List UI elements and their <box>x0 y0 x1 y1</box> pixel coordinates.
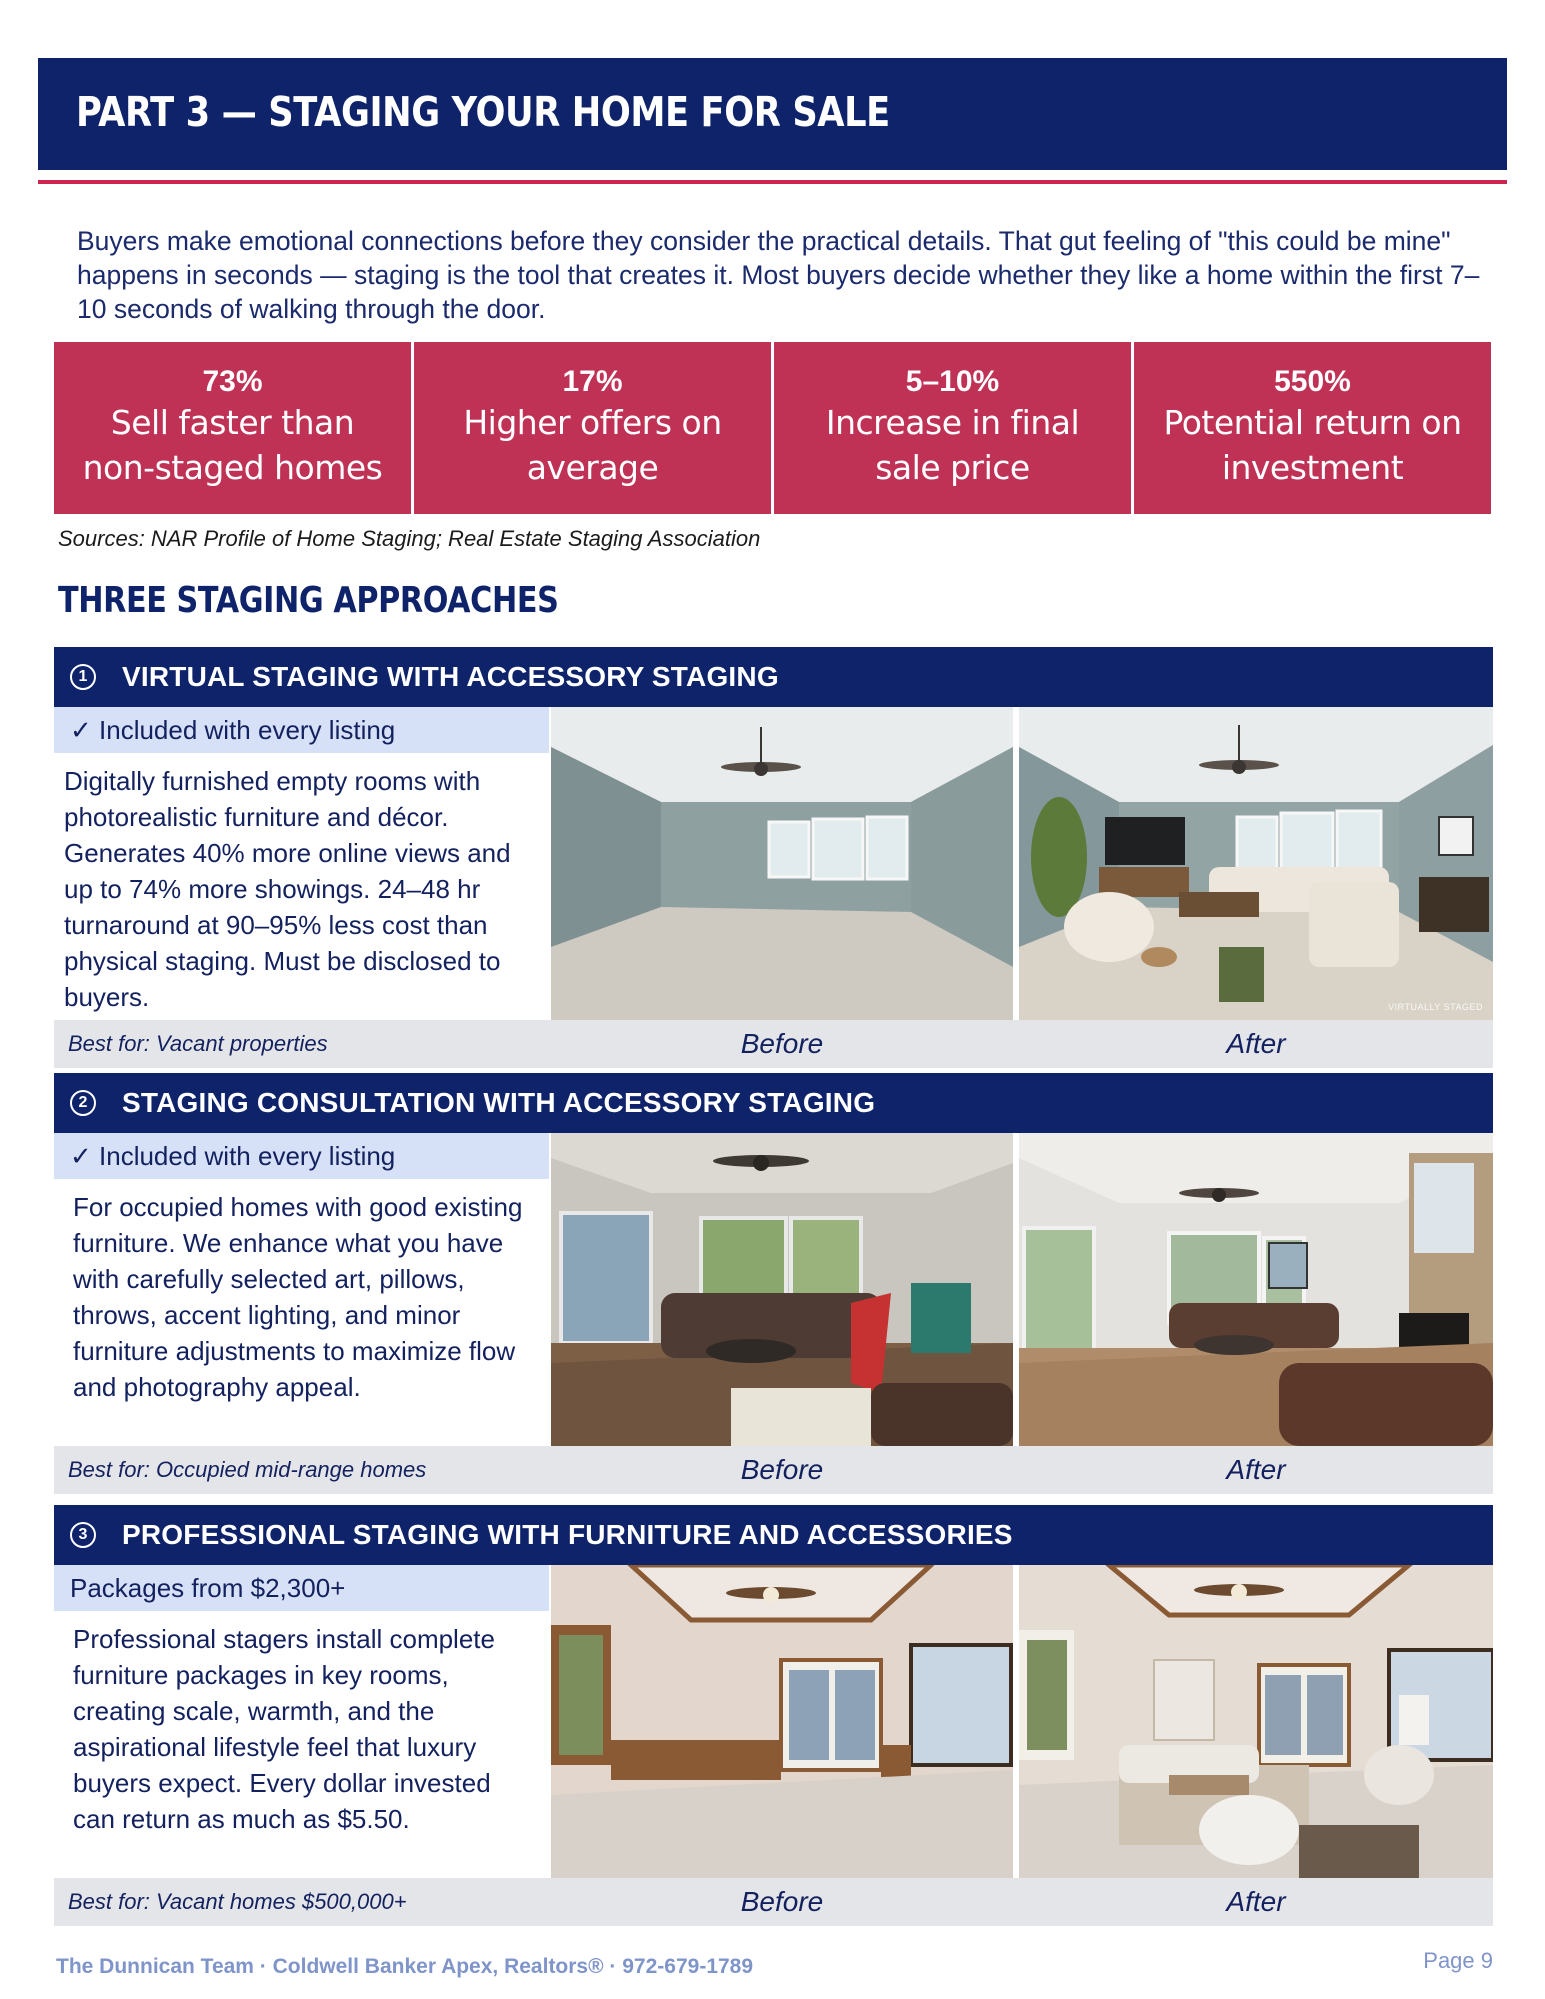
stat-value: 550% <box>1274 365 1351 398</box>
section-heading: THREE STAGING APPROACHES <box>58 580 559 621</box>
before-photo-empty-living-room <box>551 707 1013 1020</box>
header-bar <box>38 58 1507 170</box>
best-for-label: Best for: Vacant homes $500,000+ <box>68 1889 407 1914</box>
caption-strip <box>54 1446 1493 1494</box>
approach-title-bar <box>54 1073 1493 1133</box>
stat-label-line: investment <box>1221 448 1404 487</box>
intro-paragraph: Buyers make emotional connections before they consider the practical details. That gut feeling of "this could be mine" happens in seconds — staging is the tool that creates it. Most buyers decide whether they like a home within the first 7–10 seconds of walking through the door. <box>77 226 1480 324</box>
header-divider <box>38 180 1507 184</box>
before-caption: Before <box>740 1454 824 1485</box>
stat-card <box>1134 342 1491 514</box>
after-caption: After <box>1226 1028 1286 1059</box>
approach-number: 2 <box>70 1090 96 1116</box>
stat-value: 5–10% <box>905 365 1000 398</box>
page-title: PART 3 — STAGING YOUR HOME FOR SALE <box>76 88 890 136</box>
virtually-staged-tag: VIRTUALLY STAGED <box>1388 1002 1483 1012</box>
stat-label-line: Sell faster than <box>110 403 355 442</box>
after-caption: After <box>1226 1454 1286 1485</box>
after-photo-professionally-staged-sunroom <box>1019 1565 1493 1878</box>
stat-label-line: non-staged homes <box>82 448 383 487</box>
approach-virtual-staging <box>54 647 1493 1068</box>
inclusion-badge: ✓ Included with every listing <box>54 1133 549 1179</box>
inclusion-badge: ✓ Included with every listing <box>54 707 549 753</box>
approach-description: For occupied homes with good existing furniture. We enhance what you have with carefully selected art, pillows, throws, accent lighting, and minor furniture adjustments to maximize flow and photography appeal. <box>73 1192 523 1402</box>
best-for-label: Best for: Vacant properties <box>68 1031 328 1056</box>
stat-label-line: Higher offers on <box>463 403 722 442</box>
before-caption: Before <box>740 1028 824 1059</box>
approach-description: Digitally furnished empty rooms with photorealistic furniture and décor. Generates 40% more online views and up to 74% more showings. 24–48 hr turnaround at 90–95% less cost than physical staging. Must be disclosed to buyers. <box>64 766 511 1012</box>
stat-label-line: Increase in final <box>825 403 1080 442</box>
stat-card <box>54 342 411 514</box>
approach-title: STAGING CONSULTATION WITH ACCESSORY STAGING <box>122 1087 876 1118</box>
package-price-badge: Packages from $2,300+ <box>54 1565 549 1611</box>
after-caption: After <box>1226 1886 1286 1917</box>
approach-title: PROFESSIONAL STAGING WITH FURNITURE AND ACCESSORIES <box>122 1519 1013 1550</box>
before-photo-empty-sunroom <box>551 1565 1013 1878</box>
approach-number: 3 <box>70 1522 96 1548</box>
approach-title-bar <box>54 647 1493 707</box>
approach-professional-staging <box>54 1505 1493 1933</box>
stat-card <box>414 342 771 514</box>
stat-value: 73% <box>202 365 263 398</box>
approach-staging-consultation <box>54 1073 1493 1504</box>
after-photo-refreshed-living-room <box>1019 1133 1493 1446</box>
before-photo-occupied-living-room <box>551 1133 1013 1446</box>
approach-number: 1 <box>70 664 96 690</box>
footer-contact: The Dunnican Team · Coldwell Banker Apex, Realtors® · 972-679-1789 <box>56 1955 754 1978</box>
stat-label-line: average <box>526 448 659 487</box>
best-for-label: Best for: Occupied mid-range homes <box>68 1457 427 1482</box>
after-photo-virtually-staged-living-room <box>1019 707 1493 1020</box>
caption-strip <box>54 1878 1493 1926</box>
stat-label-line: sale price <box>875 448 1030 487</box>
approach-description: Professional stagers install complete furniture packages in key rooms, creating scale, warmth, and the aspirational lifestyle feel that luxury buyers expect. Every dollar invested can return as much as $5.50. <box>73 1624 495 1834</box>
before-caption: Before <box>740 1886 824 1917</box>
stat-label-line: Potential return on <box>1163 403 1462 442</box>
page-number: Page 9 <box>1423 1948 1493 1973</box>
approach-title: VIRTUAL STAGING WITH ACCESSORY STAGING <box>122 661 779 692</box>
stat-value: 17% <box>562 365 623 398</box>
stat-card <box>774 342 1131 514</box>
sources-note: Sources: NAR Profile of Home Staging; Real Estate Staging Association <box>58 526 761 551</box>
stats-row <box>54 342 1491 514</box>
approach-title-bar <box>54 1505 1493 1565</box>
caption-strip <box>54 1020 1493 1068</box>
